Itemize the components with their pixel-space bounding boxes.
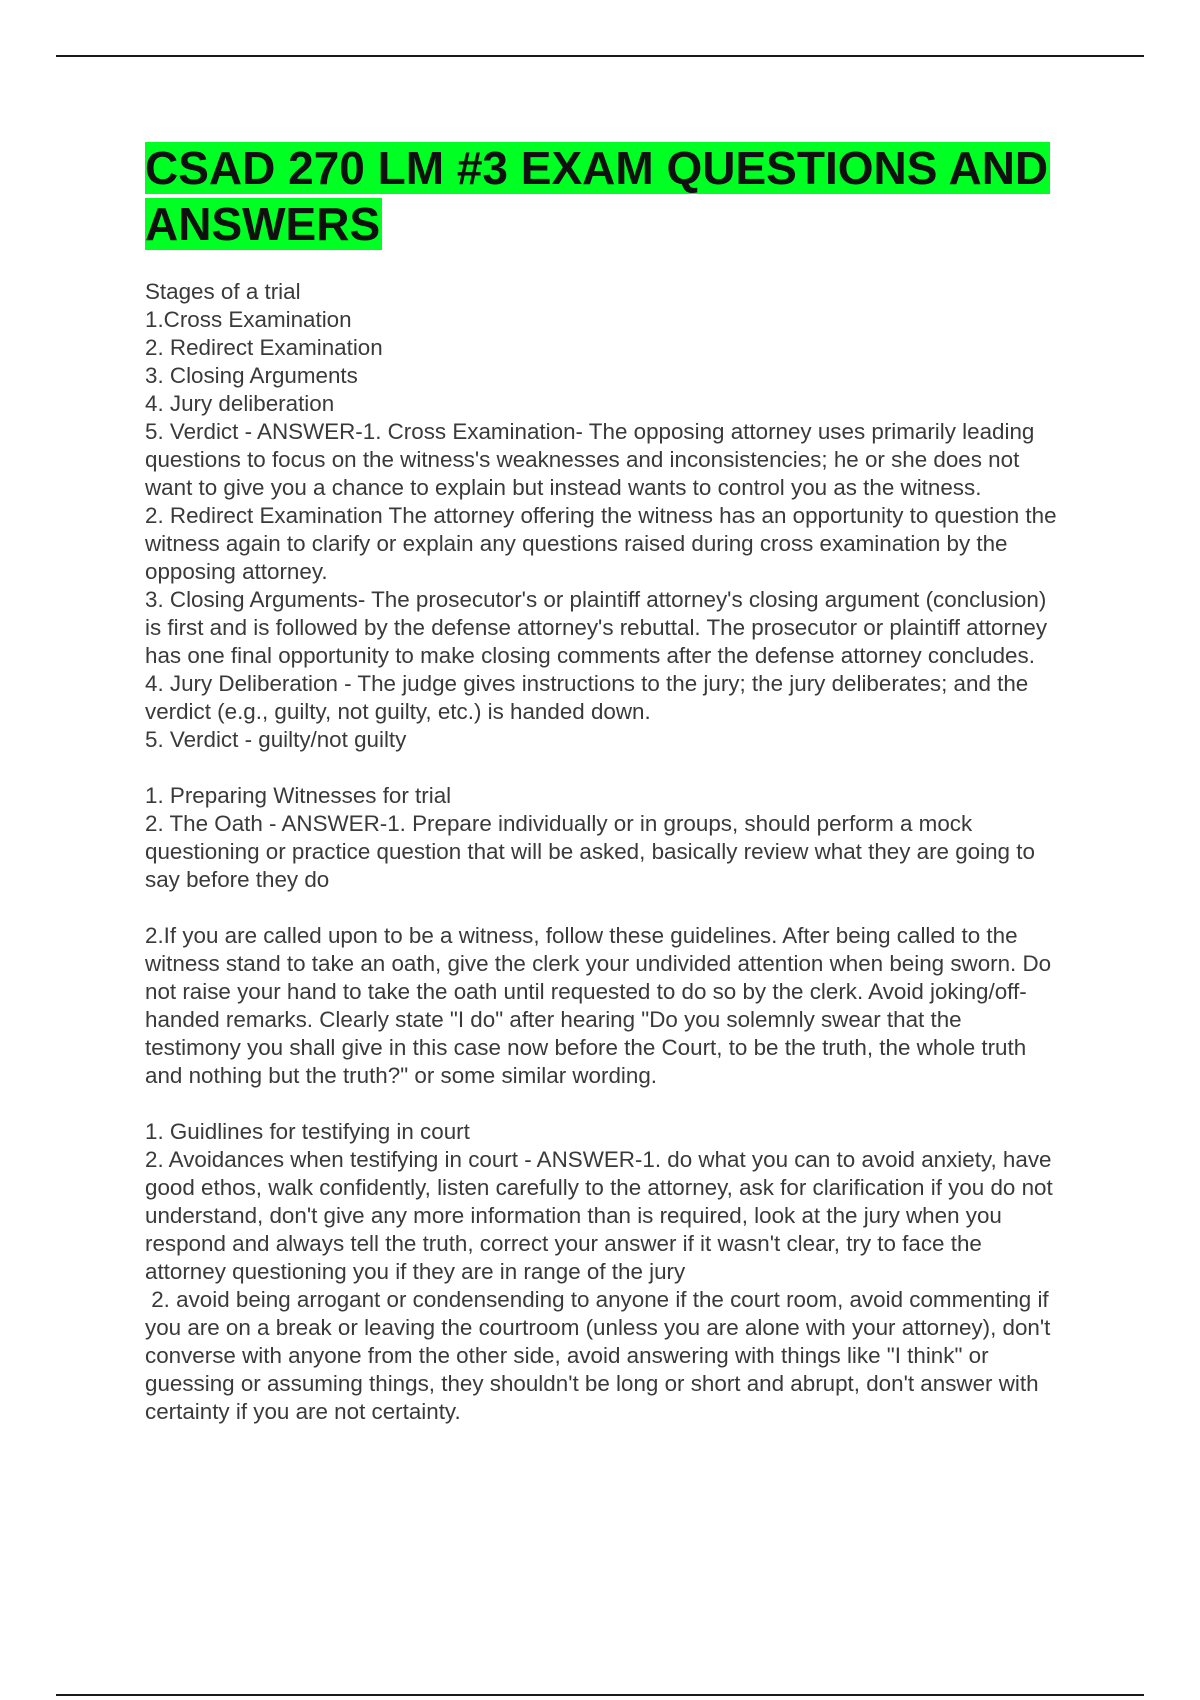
body-line: Stages of a trial (145, 279, 301, 304)
body-line: 5. Verdict - ANSWER-1. Cross Examination- The opposing attorney uses primarily leading questions to focus on the witness's weaknesses and inconsistencies; he or she does not want to give you a chance to explain but instead wants to control you as the witness. (145, 419, 1041, 500)
title-highlight: CSAD 270 LM #3 EXAM QUESTIONS AND ANSWERS (145, 142, 1049, 250)
body-line: 4. Jury deliberation (145, 391, 335, 416)
body-line: 2. The Oath - ANSWER-1. Prepare individually or in groups, should perform a mock questioning or practice question that will be asked, basically review what they are going to say before they do (145, 811, 1042, 892)
document-title (145, 140, 1060, 252)
footer-rule (56, 1694, 1144, 1696)
paragraph-gap (145, 894, 1060, 922)
paragraph-gap (145, 1090, 1060, 1118)
body-line: 1. Preparing Witnesses for trial (145, 783, 452, 808)
body-line: 3. Closing Arguments (145, 363, 358, 388)
document-body (145, 278, 1063, 1426)
body-line: 2. Redirect Examination The attorney offering the witness has an opportunity to question the witness again to clarify or explain any questions raised during cross examination by the opposing attorney. (145, 503, 1063, 584)
body-line: 2. avoid being arrogant or condensending to anyone if the court room, avoid commenting if you are on a break or leaving the courtroom (unless you are alone with your attorney), don't converse with anyone from the other side, avoid answering with things like "I think" or guessing or assuming things, they shouldn't be long or short and abrupt, don't answer with certainty if you are not certainty. (145, 1287, 1057, 1424)
body-line: 4. Jury Deliberation - The judge gives instructions to the jury; the jury deliberates; and the verdict (e.g., guilty, not guilty, etc.) is handed down. (145, 671, 1035, 724)
body-line: 1.Cross Examination (145, 307, 352, 332)
body-line: 3. Closing Arguments- The prosecutor's or plaintiff attorney's closing argument (conclusion) is first and is followed by the defense attorney's rebuttal. The prosecutor or plaintiff attorney has one final opportunity to make closing comments after the defense attorney concludes. (145, 587, 1054, 668)
document-content (145, 140, 1063, 1426)
body-line: 2. Redirect Examination (145, 335, 383, 360)
header-rule (56, 55, 1144, 57)
body-line: 1. Guidlines for testifying in court (145, 1119, 470, 1144)
body-line: 5. Verdict - guilty/not guilty (145, 727, 407, 752)
body-line: 2. Avoidances when testifying in court - ANSWER-1. do what you can to avoid anxiety, have good ethos, walk confidently, listen carefully to the attorney, ask for clarification if you do not understand, don't give any more information than is required, look at the jury when you respond and always tell the truth, correct your answer if it wasn't clear, try to face the attorney questioning you if they are in range of the jury (145, 1147, 1059, 1284)
paragraph-gap (145, 754, 1060, 782)
body-line: 2.If you are called upon to be a witness, follow these guidelines. After being called to the witness stand to take an oath, give the clerk your undivided attention when being sworn. Do not raise your hand to take the oath until requested to do so by the clerk. Avoid joking/off-handed remarks. Clearly state "I do" after hearing "Do you solemnly swear that the testimony you shall give in this case now before the Court, to be the truth, the whole truth and nothing but the truth?" or some similar wording. (145, 923, 1058, 1088)
